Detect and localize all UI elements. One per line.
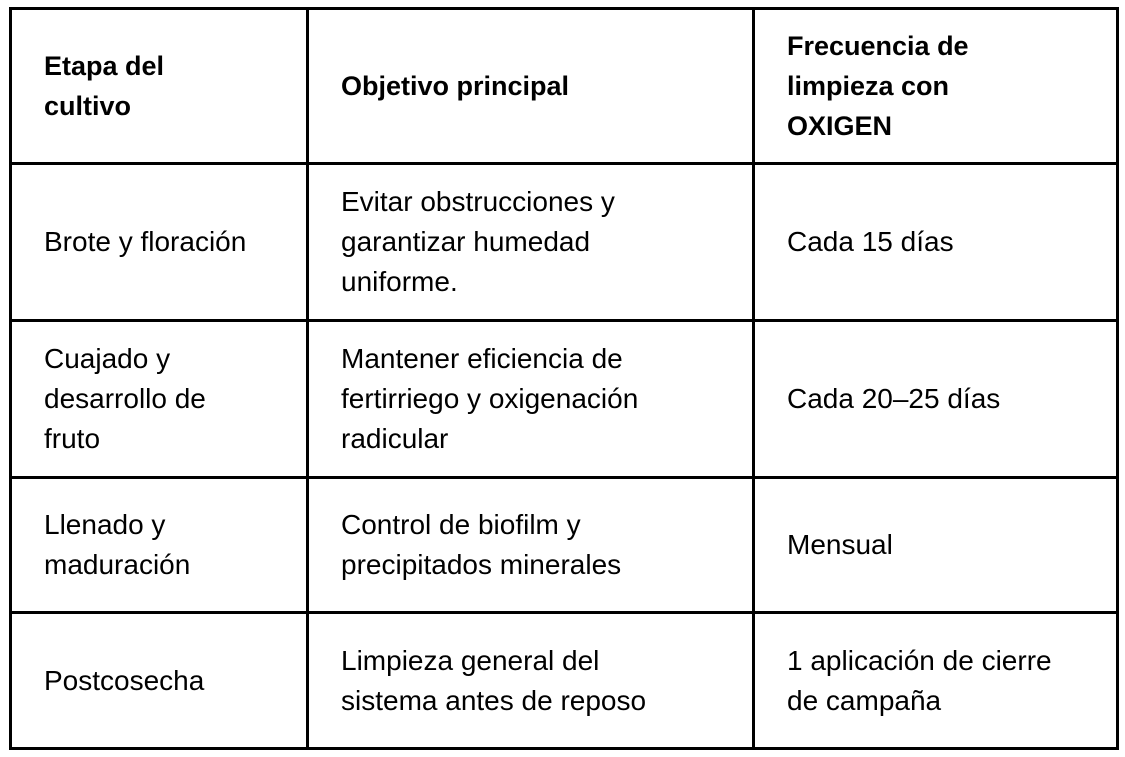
header-objetivo: Objetivo principal	[308, 9, 754, 164]
cell-objetivo: Control de biofilm y precipitados minerales	[308, 478, 754, 613]
cell-etapa: Brote y floración	[11, 164, 308, 321]
table-row	[11, 321, 1118, 478]
cell-etapa: Cuajado y desarrollo de fruto	[11, 321, 308, 478]
cell-etapa: Llenado y maduración	[11, 478, 308, 613]
header-etapa: Etapa del cultivo	[11, 9, 308, 164]
header-frecuencia: Frecuencia de limpieza con OXIGEN	[754, 9, 1118, 164]
cell-frecuencia: Mensual	[754, 478, 1118, 613]
table-row	[11, 164, 1118, 321]
table-row	[11, 613, 1118, 749]
crop-cleaning-table	[9, 7, 1119, 750]
cell-etapa: Postcosecha	[11, 613, 308, 749]
cell-frecuencia: Cada 20–25 días	[754, 321, 1118, 478]
table-header-row	[11, 9, 1118, 164]
cell-frecuencia: 1 aplicación de cierre de campaña	[754, 613, 1118, 749]
cell-objetivo: Limpieza general del sistema antes de reposo	[308, 613, 754, 749]
cell-frecuencia: Cada 15 días	[754, 164, 1118, 321]
cell-objetivo: Evitar obstrucciones y garantizar humedad uniforme.	[308, 164, 754, 321]
table-row	[11, 478, 1118, 613]
cell-objetivo: Mantener eficiencia de fertirriego y oxigenación radicular	[308, 321, 754, 478]
